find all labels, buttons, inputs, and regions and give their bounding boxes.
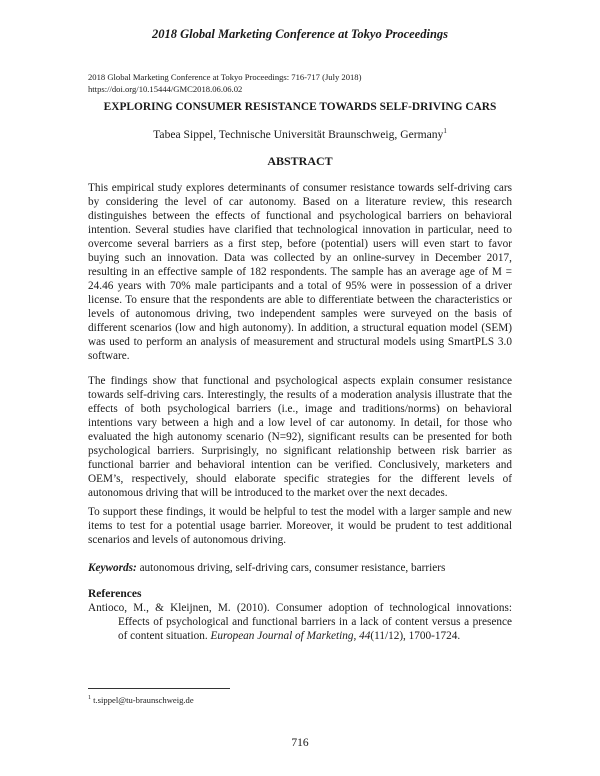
page-number: 716 bbox=[291, 737, 309, 749]
abstract-paragraph: To support these findings, it would be helpful to test the model with a larger sample and new items to test for a potential usage barrier. Moreover, it would be prudent to test additional scenarios and levels of autonomous driving. bbox=[88, 506, 512, 546]
reference-comma: , bbox=[353, 630, 360, 642]
footnote-number: 1 bbox=[88, 695, 91, 702]
keywords-text: autonomous driving, self-driving cars, consumer resistance, barriers bbox=[136, 562, 446, 574]
citation-block bbox=[88, 71, 361, 95]
abstract-paragraph: This empirical study explores determinants of consumer resistance towards self-driving cars by considering the level of car autonomy. Based on a literature review, this research distinguishes between the effects of functional and psychological barriers on behavioral intention. Several studies have clarified that technological innovation in particular, need to overcome several barriers as a first step, before (potential) users will even start to favor buying such an innovation. Data was collected by an online-survey in December 2017, resulting in an effective sample of 182 respondents. The sample has an average age of M = 24.46 years with 70% male participants and a total of 95% were in possession of a driver license. To ensure that the respondents are able to differentiate between the characteristics or levels of autonomous driving, two independent samples were surveyed on the basis of different scenarios (low and high autonomy). In addition, a structural equation model (SEM) was used to perform an analysis of measurement and structural models using SmartPLS 3.0 software. bbox=[88, 182, 512, 362]
citation-line: 2018 Global Marketing Conference at Tokyo Proceedings: 716-717 (July 2018) bbox=[88, 72, 362, 82]
footnote bbox=[88, 695, 194, 705]
running-head: 2018 Global Marketing Conference at Tokyo Proceedings bbox=[151, 27, 449, 41]
footnote-mark: 1 bbox=[443, 127, 447, 135]
abstract-heading: ABSTRACT bbox=[267, 154, 333, 168]
keywords-label: Keywords: bbox=[88, 562, 137, 574]
footnote-divider bbox=[88, 688, 230, 689]
footnote-email[interactable]: t.sippel@tu-braunschweig.de bbox=[91, 695, 194, 705]
abstract-paragraph: The findings show that functional and psychological aspects explain consumer resistance towards self-driving cars. Interestingly, the results of a moderation analysis illustrate that the effects of both psychological barriers (i.e., image and traditions/norms) on behavioral intentions vary between a high and a low level of car autonomy. In detail, for those who evaluated the high autonomy scenario (N=92), significant results can be presented for both psychological barriers. Surprisingly, no significant relationship between risk barrier as functional barrier and behavioral intention can be verified. Conclusively, marketers and OEM’s, respectively, should elaborate specific strategies for the different levels of autonomous driving that will be introduced to the market over the next decades. bbox=[88, 375, 512, 499]
reference-journal: European Journal of Marketing bbox=[210, 630, 354, 642]
references-heading: References bbox=[88, 588, 142, 600]
doi-link[interactable]: https://doi.org/10.15444/GMC2018.06.06.02 bbox=[88, 84, 243, 94]
paper-title: EXPLORING CONSUMER RESISTANCE TOWARDS SELF-DRIVING CARS bbox=[103, 101, 497, 113]
author-name: Tabea Sippel, Technische Universität Braunschweig, Germany bbox=[153, 127, 444, 141]
author-line bbox=[0, 127, 600, 141]
keywords-line bbox=[88, 561, 512, 575]
reference-volume: 44 bbox=[359, 630, 371, 642]
reference-entry bbox=[88, 601, 512, 643]
reference-pages: (11/12), 1700-1724. bbox=[370, 630, 461, 642]
reference-authors-title: Antioco, M., & Kleijnen, M. (2010). Consumer adoption of technological innovations: Effects of psychological and functional barriers in a lack of content versus a presence of content situation. bbox=[88, 602, 512, 642]
